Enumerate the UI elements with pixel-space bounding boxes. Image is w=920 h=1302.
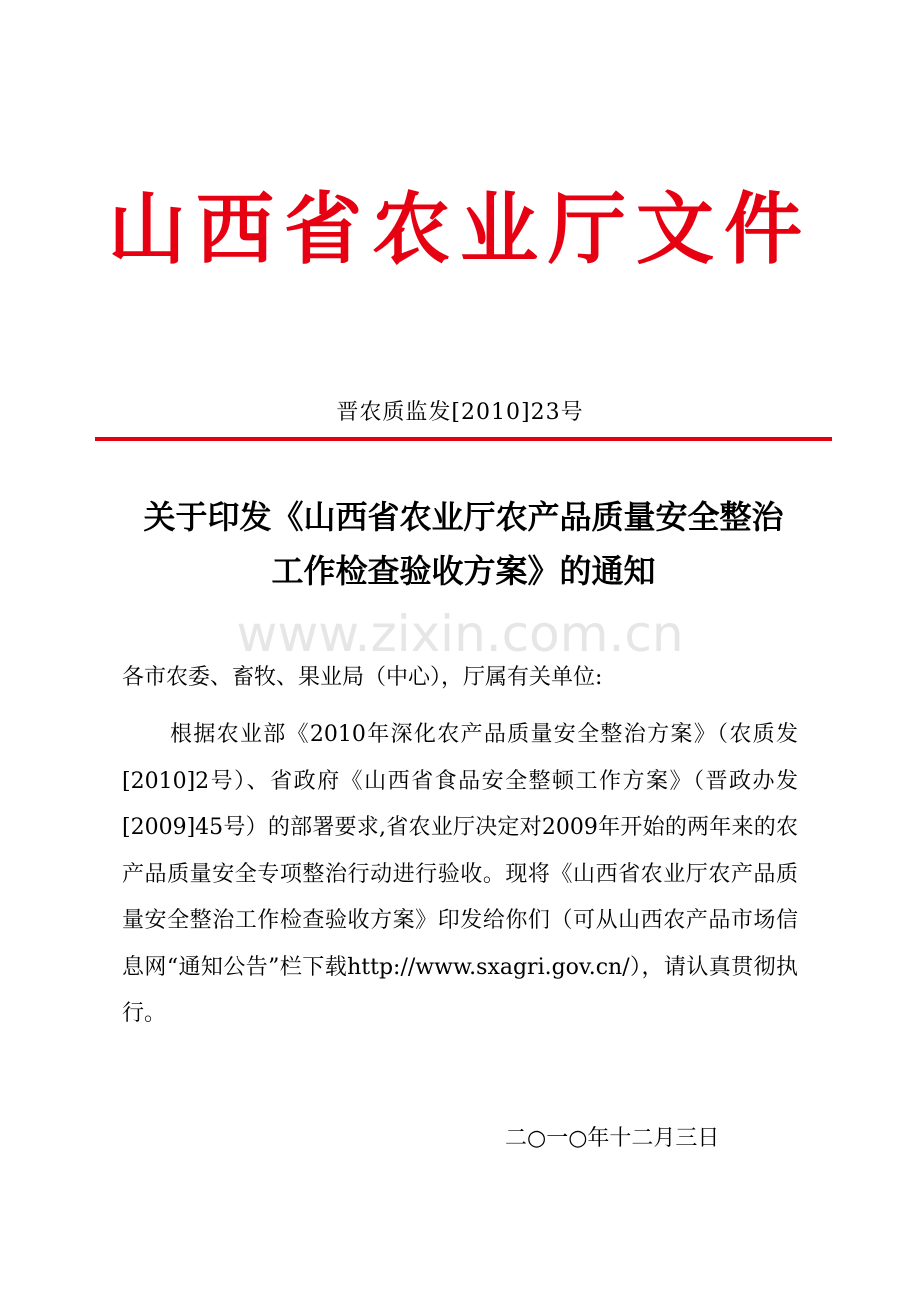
- title-line-1: 关于印发《山西省农业厅农产品质量安全整治: [143, 498, 784, 536]
- title-line-2: 工作检查验收方案》的通知: [271, 552, 656, 590]
- document-number: 晋农质监发[2010]23号: [336, 400, 584, 425]
- masthead-title: 山西省农业厅文件: [107, 185, 812, 275]
- document-title: [95, 490, 832, 598]
- issue-date: 二○一○年十二月三日: [505, 1126, 720, 1151]
- red-divider-line: [95, 437, 832, 441]
- watermark: www.zixin.com.cn: [236, 605, 684, 663]
- body-paragraph: 根据农业部《2010年深化农产品质量安全整治方案》（农质发[2010]2号）、省政府《山西省食品安全整顿工作方案》（晋政办发[2009]45号）的部署要求,省农业厅决定对2009年开始的两年来的农产品质量安全专项整治行动进行验收。现将《山西省农业厅农产品质量安全整治工作检查验收方案》印发给你们（可从山西农产品市场信息网“通知公告”栏下载http://www.sxagri.gov.cn/），请认真贯彻执行。: [122, 722, 798, 1026]
- salutation: 各市农委、畜牧、果业局（中心），厅属有关单位:: [122, 665, 603, 690]
